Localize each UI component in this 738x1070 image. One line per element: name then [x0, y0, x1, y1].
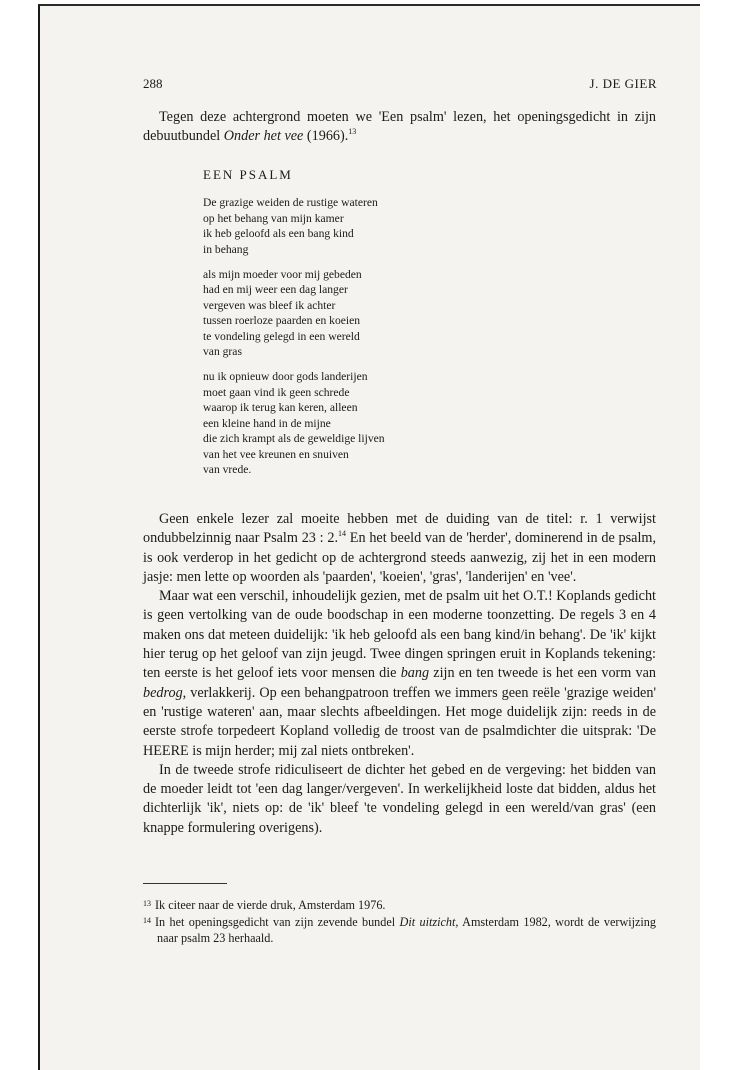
page-number: 288: [143, 76, 163, 91]
poem-line: op het behang van mijn kamer: [203, 211, 344, 225]
poem-line: die zich krampt als de geweldige lijven: [203, 432, 385, 446]
body-p1-text-cont: En het beeld van de 'herder', dominerend in de psalm, is ook verderop in het gedicht op de achtergrond steeds aanwezig, zij het in een modern jasje: men lette op woorden als 'paarden', 'koeien', 'gras', 'landerijen' en 'vee'.: [143, 530, 656, 585]
poem-line: moet gaan vind ik geen schrede: [203, 385, 350, 399]
italic-bedrog: bedrog: [143, 684, 183, 701]
italic-bang: bang: [400, 665, 430, 682]
body-paragraph-1: [143, 510, 656, 587]
poem: [203, 167, 385, 487]
book-title-italic: Dit uitzicht,: [399, 915, 459, 930]
body-p1-text: Geen enkele lezer zal moeite hebben met de duiding van de titel: r. 1 verwijst ondubbelzinnig naar Psalm 23 : 2.: [143, 511, 656, 547]
body-p2-text: Maar wat een verschil, inhoudelijk gezien, met de psalm uit het O.T.! Koplands gedicht is geen vertolking van de oude boodschap in een moderne toonzetting. De regels 3 en 4 maken ons dat meteen duidelijk: 'ik heb geloofd als een bang kind/in behang'. De 'ik' kijkt hier terug op het geloof van zijn jeugd. Twee dingen springen eruit in Koplands tekening: ten eerste is het geloof iets voor mensen die: [143, 588, 656, 682]
footnote-mark: 13: [143, 899, 151, 908]
poem-line: tussen roerloze paarden en koeien: [203, 314, 361, 328]
poem-line: had en mij weer een dag langer: [203, 283, 348, 297]
poem-line: ik heb geloofd als een bang kind: [203, 227, 354, 241]
book-title-italic: Onder het vee: [223, 128, 304, 145]
intro-paragraph-block: [143, 108, 656, 147]
poem-title: EEN PSALM: [203, 167, 293, 182]
poem-line: van gras: [203, 345, 242, 359]
body-paragraph-3: In de tweede strofe ridiculiseert de dichter het gebed en de vergeving: het bidden van de moeder leidt tot 'een dag langer/vergeven'. In werkelijkheid loste dat bidden, aldus het dichterlijk 'ik', niets op: de 'ik' bleef 'te vondeling gelegd in een wereld/van gras' (een knappe formulering overigens).: [143, 761, 656, 836]
body-p2-text-cont: zijn en ten tweede is het een vorm van: [429, 665, 656, 682]
footnotes: [143, 896, 656, 946]
body-paragraph-2: [143, 587, 656, 761]
poem-stanza-1: [203, 195, 385, 257]
intro-text-end: (1966).: [303, 128, 349, 145]
footnote-ref-14: 14: [338, 529, 347, 539]
poem-line: als mijn moeder voor mij gebeden: [203, 268, 362, 282]
poem-line: een kleine hand in de mijne: [203, 416, 331, 430]
poem-stanza-2: [203, 267, 385, 359]
footnote-text: In het openingsgedicht van zijn zevende bundel: [155, 915, 400, 930]
intro-text: Tegen deze achtergrond moeten we 'Een psalm' lezen, het openingsgedicht in zijn debuutbundel: [143, 109, 656, 145]
footnote-14: [143, 913, 656, 946]
footnote-text-end: Amsterdam 1982, wordt de verwijzing naar psalm 23 herhaald.: [157, 915, 656, 945]
poem-line: waarop ik terug kan keren, alleen: [203, 401, 358, 415]
poem-line: van vrede.: [203, 462, 252, 476]
body-p2-text-end: , verlakkerij. Op een behangpatroon treffen we immers geen reële 'grazige weiden' en 'rustige wateren' aan, maar slechts afbeeldingen. Het moge duidelijk zijn: reeds in de eerste strofe torpedeert Kopland volledig de troost van de psalmdichter die uitsprak: 'De HEERE is mijn herder; mij zal niets ontbreken'.: [143, 684, 656, 759]
footnote-text: Ik citeer naar de vierde druk, Amsterdam 1976.: [155, 898, 386, 912]
footnote-rule: [143, 883, 227, 884]
poem-line: De grazige weiden de rustige wateren: [203, 196, 378, 210]
poem-line: van het vee kreunen en snuiven: [203, 447, 349, 461]
poem-line: nu ik opnieuw door gods landerijen: [203, 370, 368, 384]
footnote-ref-13: 13: [348, 127, 357, 137]
running-head-author: J. DE GIER: [589, 76, 657, 91]
footnote-mark: 14: [143, 916, 151, 926]
poem-line: vergeven was bleef ik achter: [203, 298, 336, 312]
body-text: [143, 510, 656, 838]
footnote-13: [143, 896, 656, 913]
intro-paragraph: [143, 108, 656, 147]
poem-stanza-3: [203, 369, 385, 477]
poem-line: te vondeling gelegd in een wereld: [203, 329, 360, 343]
poem-line: in behang: [203, 242, 249, 256]
